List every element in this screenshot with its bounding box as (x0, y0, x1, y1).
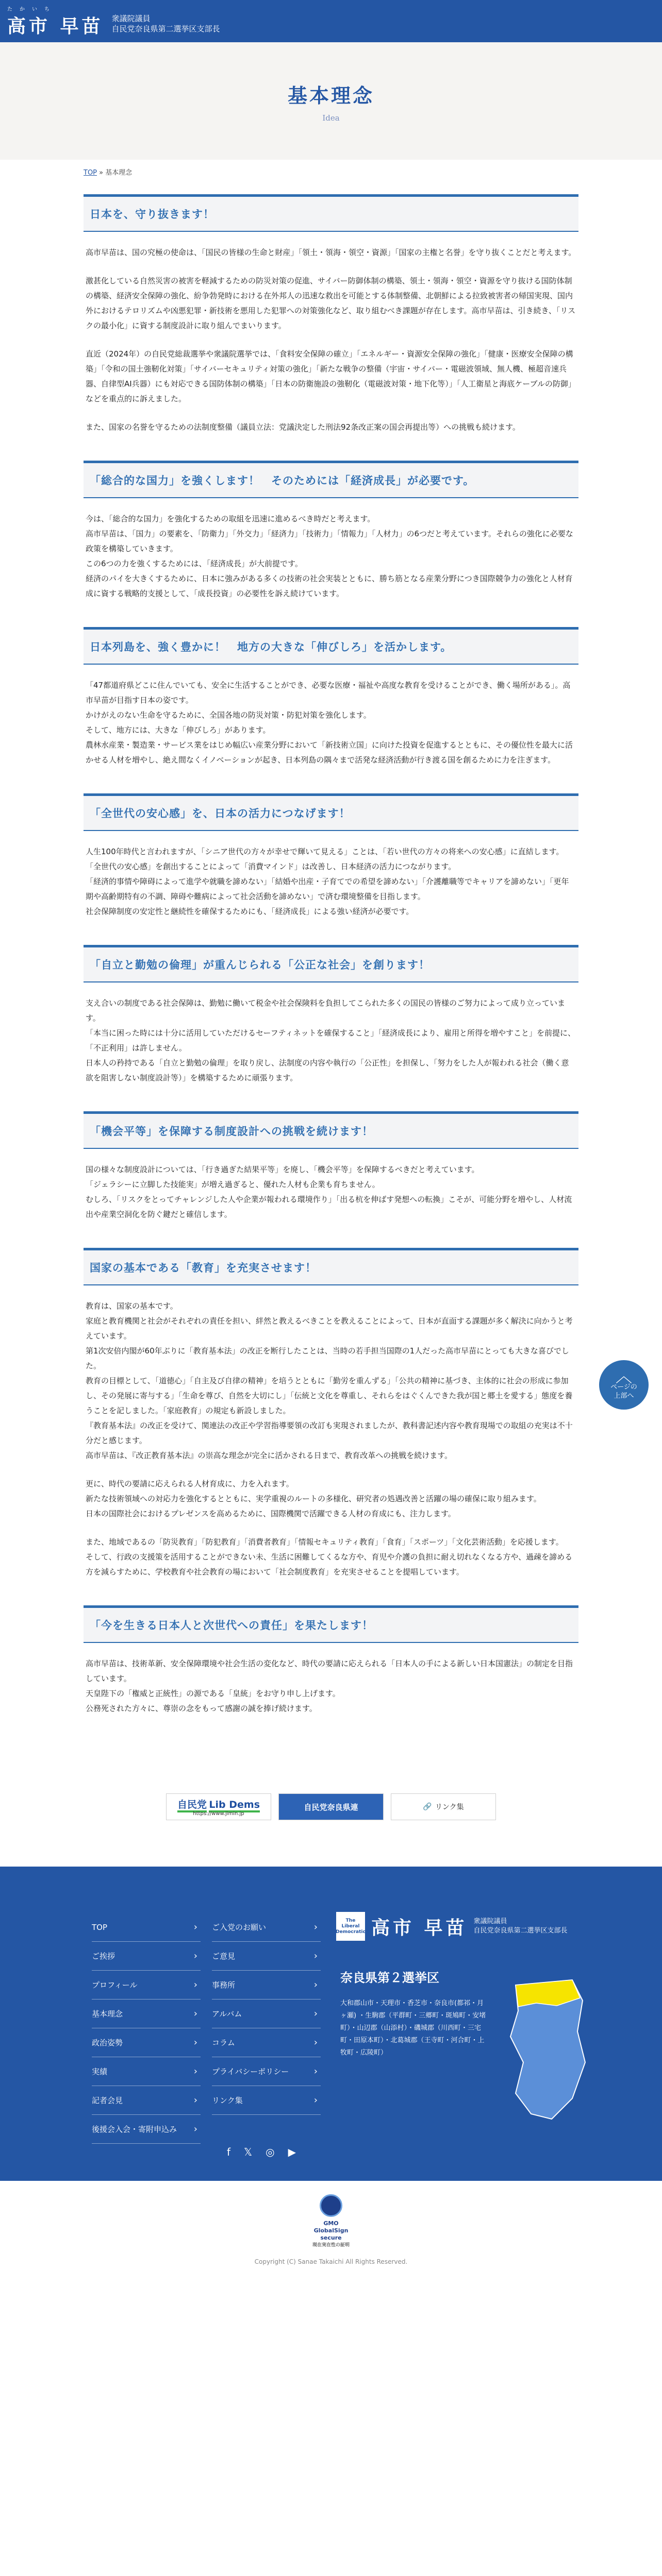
footer-nav-label: 実績 (92, 2067, 108, 2076)
footer-nav (92, 1913, 321, 2144)
facebook-icon[interactable]: f (227, 2146, 231, 2158)
section-paragraph: 今は、「総合的な国力」を強化するための取組を迅速に進めるべき時だと考えます。 高市早苗は、「国力」の要素を、「防衛力」「外交力」「経済力」「技術力」「情報力」「人材力」の6つだと考えています。それらの強化に必要な政策を構築していきます。 この6つの力を強くするためには、「経済成長」が大前提です。 経済のパイを大きくするために、日本に強みがある多くの技術の社会実装とともに、勝ち筋となる産業分野につき国際競争力の強化と人材育成に資する戦略的支援として、「成長投資」の必要性を訴え続けています。 (86, 514, 573, 598)
chevron-right-icon: › (313, 2066, 318, 2077)
footer-nav-empty (212, 2115, 321, 2144)
banner-row (166, 1793, 496, 1820)
breadcrumb-separator: » (97, 169, 106, 177)
site-footer (0, 1867, 662, 2181)
main-content (84, 194, 578, 1716)
content-section (84, 1111, 578, 1222)
ldp-banner-title: 自民党 (177, 1799, 207, 1812)
section-title: 国家の基本である「教育」を充実させます！ (84, 1248, 578, 1285)
page-top-button[interactable] (599, 1360, 649, 1410)
footer-brand (336, 1912, 568, 1941)
footer-nav-label: リンク集 (212, 2096, 243, 2105)
chevron-right-icon: › (193, 2037, 197, 2048)
youtube-icon[interactable]: ▶ (288, 2146, 296, 2158)
section-paragraph: 激甚化している自然災害の被害を軽減するための防災対策の促進、サイバー防御体制の構築、領土・領海・領空・資源を守り抜ける国防体制の構築、経済安全保障の強化、紛争勃発時における在外邦人の迅速な救出を可能とする体制整備、北朝鮮による拉致被害者の帰国実現、国内外におけるテロリズムや凶悪犯罪・新技術を悪用した犯罪への対策強化など、取り組むべき課題が存在します。高市早苗は、引き続き、「リスクの最小化」に資する制度設計に取り組んでまいります。 (86, 276, 576, 330)
footer-nav-item[interactable] (212, 1999, 321, 2028)
chevron-right-icon: › (313, 2008, 318, 2019)
logo-subtitle (112, 8, 220, 34)
section-title: 「今を生きる日本人と次世代への責任」を果たします！ (84, 1605, 578, 1643)
section-body (84, 1285, 578, 1580)
footer-nav-item[interactable] (92, 1913, 201, 1942)
content-section (84, 194, 578, 435)
content-section (84, 793, 578, 919)
footer-nav-item[interactable] (92, 1999, 201, 2028)
footer-nav-label: ご挨拶 (92, 1952, 115, 1961)
section-paragraph: また、国家の名誉を守るための法制度整備（議員立法：党議決定した刑法92条改正案の国会再提出等）への挑戦も続けます。 (86, 422, 520, 432)
footer-nav-item[interactable] (92, 1971, 201, 1999)
section-title: 「総合的な国力」を強くします！ そのためには「経済成長」が必要です。 (84, 461, 578, 498)
page-top-line1: ページの (610, 1383, 637, 1391)
chevron-right-icon: › (193, 2095, 197, 2106)
footer-nav-label: 政治姿勢 (92, 2038, 123, 2047)
section-body (84, 1643, 578, 1716)
ldp-banner-url: https://www.jimin.jp (193, 1811, 244, 1817)
ldp-banner-en: Lib Dems (209, 1799, 260, 1812)
footer-nav-label: ご入党のお願い (212, 1923, 267, 1932)
footer-nav-item[interactable] (92, 1942, 201, 1971)
nara-map (495, 1970, 593, 2124)
ldp-banner[interactable] (166, 1793, 271, 1820)
section-title: 日本を、守り抜きます！ (84, 194, 578, 232)
section-title: 「全世代の安心感」を、日本の活力につなげます！ (84, 793, 578, 831)
footer-nav-label: 後援会入会・寄附申込み (92, 2125, 177, 2134)
section-title: 「機会平等」を保障する制度設計への挑戦を続けます！ (84, 1111, 578, 1149)
chevron-right-icon: › (313, 2037, 318, 2048)
chevron-right-icon: › (193, 2066, 197, 2077)
footer-nav-label: TOP (92, 1922, 108, 1932)
section-paragraph: 支え合いの制度である社会保障は、勤勉に働いて税金や社会保険料を負担してこられた多くの国民の皆様のご努力によって成り立っています。 「本当に困った時には十分に活用していただけるセーフティネットを確保すること」「経済成長により、雇用と所得を増やすこと」を前提に、「不正利用」は許しません。 日本人の矜持である「自立と勤勉の倫理」を取り戻し、法制度の内容や執行の「公正性」を担保し、「努力をした人が報われる社会（働く意欲を阻害しない制度設計等）」を構築するために頑張ります。 (86, 998, 575, 1082)
section-paragraph: 高市早苗は、国の究極の使命は、「国民の皆様の生命と財産」「領土・領海・領空・資源」「国家の主権と名誉」を守り抜くことだと考えます。 (86, 248, 576, 257)
logo-sub-line1: 衆議院議員 (111, 14, 151, 23)
footer-nav-item[interactable] (212, 1942, 321, 1971)
page-title: 基本理念 (287, 83, 374, 107)
nara-ldp-banner[interactable]: 自民党奈良県連 (278, 1793, 384, 1820)
footer-nav-label: 事務所 (212, 1980, 236, 1990)
footer-nav-label: アルバム (212, 2009, 242, 2019)
footer-nav-item[interactable] (212, 2086, 321, 2115)
content-section (84, 1248, 578, 1580)
section-body (84, 665, 578, 768)
content-section (84, 945, 578, 1086)
page-hero (0, 42, 662, 160)
section-paragraph: 高市早苗は、技術革新、安全保障環境や社会生活の変化など、時代の要請に応えられる「日本人の手による新しい日本国憲法」の制定を目指しています。 天皇陛下の「権威と正統性」の源である「皇統」をお守り申し上げます。 公務死された方々に、尊崇の念をもって感謝の誠を捧げ続けます。 (86, 1659, 573, 1713)
content-section (84, 1605, 578, 1716)
section-paragraph: 更に、時代の要請に応えられる人材育成に、力を入れます。 新たな技術領域への対応力を強化するとともに、実学重視のルートの多様化、研究者の処遇改善と活躍の場の確保に取り組みます。 日本の国際社会におけるプレゼンスを高めるために、国際機関で活躍できる人材の育成にも、注力します。 (86, 1479, 541, 1518)
social-links (227, 2146, 296, 2158)
section-paragraph: 人生100年時代と言われますが、「シニア世代の方々が幸せで輝いて見える」ことは、「若い世代の方々の将来への安心感」に直結します。 「全世代の安心感」を創出することによって「消費マインド」は改善し、日本経済の活力につながります。 「経済的事情や障碍によって進学や就職を諦めない」「結婚や出産・子育てでの希望を諦めない」「介護離職等でキャリアを諦めない」「更年期や高齢期特有の不調、障碍や難病によって社会活動を諦めない」で済む環境整備を目指します。 社会保障制度の安定性と継続性を確保するためにも、「経済成長」による強い経済が必要です。 (86, 847, 569, 916)
links-banner[interactable] (391, 1793, 496, 1820)
content-section (84, 461, 578, 601)
section-paragraph: 国の様々な制度設計については、「行き過ぎた結果平等」を廃し、「機会平等」を保障するべきだと考えています。 「ジェラシーに立脚した技能実」が増え過ぎると、優れた人材も企業も育ちません。 むしろ、「リスクをとってチャレンジした人や企業が報われる環境作り」「出る杭を伸ばす発想への転換」こそが、可能分野を増やし、人材流出や産業空洞化を防ぐ鍵だと確信します。 (86, 1165, 572, 1219)
x-twitter-icon[interactable]: 𝕏 (244, 2146, 253, 2158)
content-section (84, 627, 578, 768)
breadcrumb-home-link[interactable]: TOP (84, 169, 97, 177)
logo-ruby: たかいち (7, 6, 57, 12)
instagram-icon[interactable]: ◎ (266, 2146, 275, 2158)
footer-brand-subtitle: 衆議院議員 自民党奈良県第二選挙区支部長 (473, 1918, 568, 1935)
section-body (84, 831, 578, 919)
chevron-right-icon: › (193, 2124, 197, 2134)
chevron-right-icon: › (193, 1979, 197, 1990)
site-header (0, 0, 662, 42)
section-paragraph: 「47都道府県どこに住んでいても、安全に生活することができ、必要な医療・福祉や高度な教育を受けることができ、働く場所がある」。高市早苗が目指す日本の姿です。 かけがえのない生命を守るために、全国各地の防災対策・防犯対策を強化します。 そして、地方には、大きな「伸びしろ」があります。 農林水産業・製造業・サービス業をはじめ幅広い産業分野において「新技術立国」に向けた投資を促進するとともに、その優位性を最大に活かせる人材を増やし、絶え間なくイノベーションが起き、日本列島の隅々まで活発な経済活動が行き渡る国を創るために力を注ぎます。 (86, 681, 573, 765)
section-body (84, 232, 578, 435)
site-logo[interactable] (7, 5, 104, 38)
chevron-up-icon: ︿ (615, 1366, 632, 1386)
footer-district: 奈良県第２選挙区 (340, 1971, 439, 1985)
section-paragraph: 直近（2024年）の自民党総裁選挙や衆議院選挙では、「食料安全保障の確立」「エネルギー・資源安全保障の強化」「健康・医療安全保障の構築」「令和の国土強靭化対策」「サイバーセキュリティ対策の強化」「新たな戦争の整備（宇宙・サイバー・電磁波領域、無人機、極超音速兵器、自律型AI兵器）にも対応できる国防体制の構築」「日本の防衛施設の強靭化（電磁波対策・地下化等）」「人工衛星と海底ケーブルの防御」などを重点的に訴えました。 (86, 349, 576, 403)
breadcrumb-current: 基本理念 (105, 169, 133, 177)
page-top-line2: 上部へ (614, 1392, 634, 1400)
globalsign-seal-icon[interactable] (320, 2194, 342, 2217)
footer-cities: 大和郡山市・天理市・香芝市・奈良市(都祁・月ヶ瀬) ・生駒郡（平群町・三郷町・斑鳩町・安堵町）・山辺郡（山添村）・磯城郡（川西町・三宅町・田原本町）・北葛城郡（王寺町・河合町・上牧町・広陵町） (340, 1999, 486, 2057)
footer-nav-label: プロフィール (92, 1980, 138, 1990)
footer-nav-item[interactable] (92, 2028, 201, 2057)
footer-nav-item[interactable] (212, 1971, 321, 1999)
chevron-right-icon: › (313, 1951, 318, 1961)
footer-nav-item[interactable] (92, 2115, 201, 2144)
logo-name-text: 高市 早苗 (7, 15, 104, 37)
chevron-right-icon: › (193, 1922, 197, 1933)
footer-brand-name: 高市 早苗 (371, 1917, 468, 1939)
footer-nav-item[interactable] (92, 2086, 201, 2115)
link-icon: 🔗 (423, 1803, 432, 1811)
chevron-right-icon: › (193, 2008, 197, 2019)
chevron-right-icon: › (313, 1979, 318, 1990)
ldp-logo: The Liberal Democratic (336, 1912, 365, 1941)
section-paragraph: 教育は、国家の基本です。 家庭と教育機関と社会がそれぞれの責任を担い、絆然と教えるべきことを教えることによって、日本が直面する課題が多く解決に向かうと考えています。 第1次安倍内閣が60年ぶりに「教育基本法」の改正を断行したことは、当時の若手担当国際の1人だった高市早苗にとっても大きな喜びでした。 教育の目標として、「道徳心」「自主及び自律の精神」を培うとともに「勤労を重んずる」「公共の精神に基づき、主体的に社会の形成に参加し、その発展に寄与する」「生命を尊び、自然を大切にし」「伝統と文化を尊重し、それらをはぐくんできた我が国と郷土を愛する」態度を養うことを記しました。「家庭教育」の規定も新設しました。 『教育基本法』の改正を受けて、関連法の改正や学習指導要領の改訂も実現されましたが、教科書記述内容や教育現場での取組の充実は不十分だと感じます。 高市早苗は、『改正教育基本法』の崇高な理念が完全に活かされる日まで、教育改革への挑戦を続けます。 (86, 1301, 573, 1460)
footer-nav-item[interactable] (212, 1913, 321, 1942)
footer-nav-label: ご意見 (212, 1952, 236, 1961)
copyright-area (0, 2181, 662, 2279)
section-title: 「自立と勤勉の倫理」が重んじられる「公正な社会」を創ります！ (84, 945, 578, 982)
logo-sub-line2: 自民党奈良県第二選挙区支部長 (111, 24, 220, 33)
chevron-right-icon: › (313, 1922, 318, 1933)
section-body (84, 498, 578, 601)
globalsign-seal-label: GMO GlobalSign secure 現在実在性の証明 (312, 2220, 350, 2248)
footer-nav-label: プライバシーポリシー (212, 2067, 289, 2076)
links-banner-label: リンク集 (435, 1803, 464, 1811)
footer-nav-item[interactable] (92, 2057, 201, 2086)
footer-nav-item[interactable] (212, 2057, 321, 2086)
chevron-right-icon: › (313, 2095, 318, 2106)
section-body (84, 982, 578, 1086)
chevron-right-icon: › (193, 1951, 197, 1961)
breadcrumb (84, 167, 578, 177)
footer-nav-label: 基本理念 (92, 2009, 123, 2019)
section-title: 日本列島を、強く豊かに！ 地方の大きな「伸びしろ」を活かします。 (84, 627, 578, 665)
footer-nav-label: コラム (212, 2038, 235, 2047)
footer-nav-item[interactable] (212, 2028, 321, 2057)
copyright: Copyright (C) Sanae Takaichi All Rights Reserved. (254, 2258, 408, 2265)
section-paragraph: また、地域であるの「防災教育」「防犯教育」「消費者教育」「情報セキュリティ教育」「食育」「スポーツ」「文化芸術活動」を応援します。 そして、行政の支援策を活用することができない未、生活に困難してくるな方や、育児や介護の負担に耐え切れなくなる方や、過疎を諦める方を減らすために、学校教育や社会教育の場において「社会制度教育」を充実させることを提唱しています。 (86, 1537, 573, 1577)
section-body (84, 1149, 578, 1222)
page-subtitle: Idea (322, 113, 340, 123)
footer-nav-label: 記者会見 (92, 2096, 123, 2105)
